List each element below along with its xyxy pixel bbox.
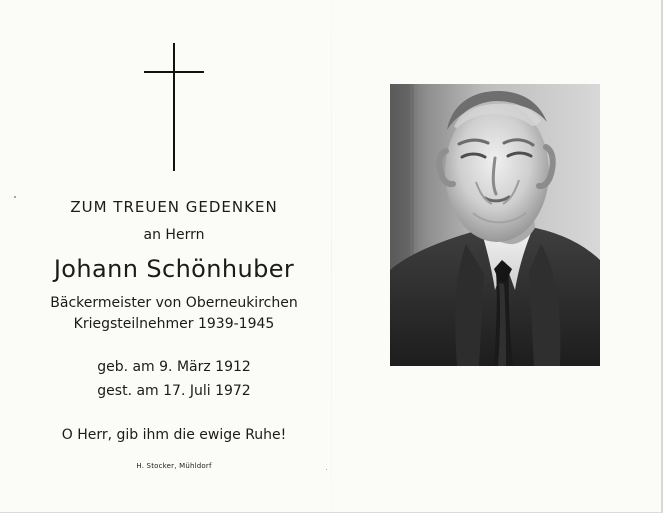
- death-date-line: gest. am 17. Juli 1972: [97, 383, 251, 399]
- cross-horizontal-bar: [144, 71, 204, 73]
- deceased-name: Johann Schönhuber: [53, 255, 295, 283]
- paper-speck: [14, 196, 16, 198]
- portrait-image: [390, 84, 600, 366]
- cross-icon: [144, 43, 204, 171]
- honorific-line: an Herrn: [143, 227, 205, 243]
- veteran-line: Kriegsteilnehmer 1939-1945: [73, 316, 275, 332]
- portrait-photo: [390, 84, 600, 366]
- card-fold-line: [331, 0, 332, 513]
- memorial-heading: ZUM TREUEN GEDENKEN: [70, 198, 278, 216]
- birth-date-line: geb. am 9. März 1912: [97, 359, 251, 375]
- printer-credit: H. Stocker, Mühldorf: [136, 462, 212, 470]
- prayer-line: O Herr, gib ihm die ewige Ruhe!: [61, 427, 287, 443]
- cross-vertical-bar: [173, 43, 175, 171]
- occupation-line: Bäckermeister von Oberneukirchen: [50, 295, 298, 311]
